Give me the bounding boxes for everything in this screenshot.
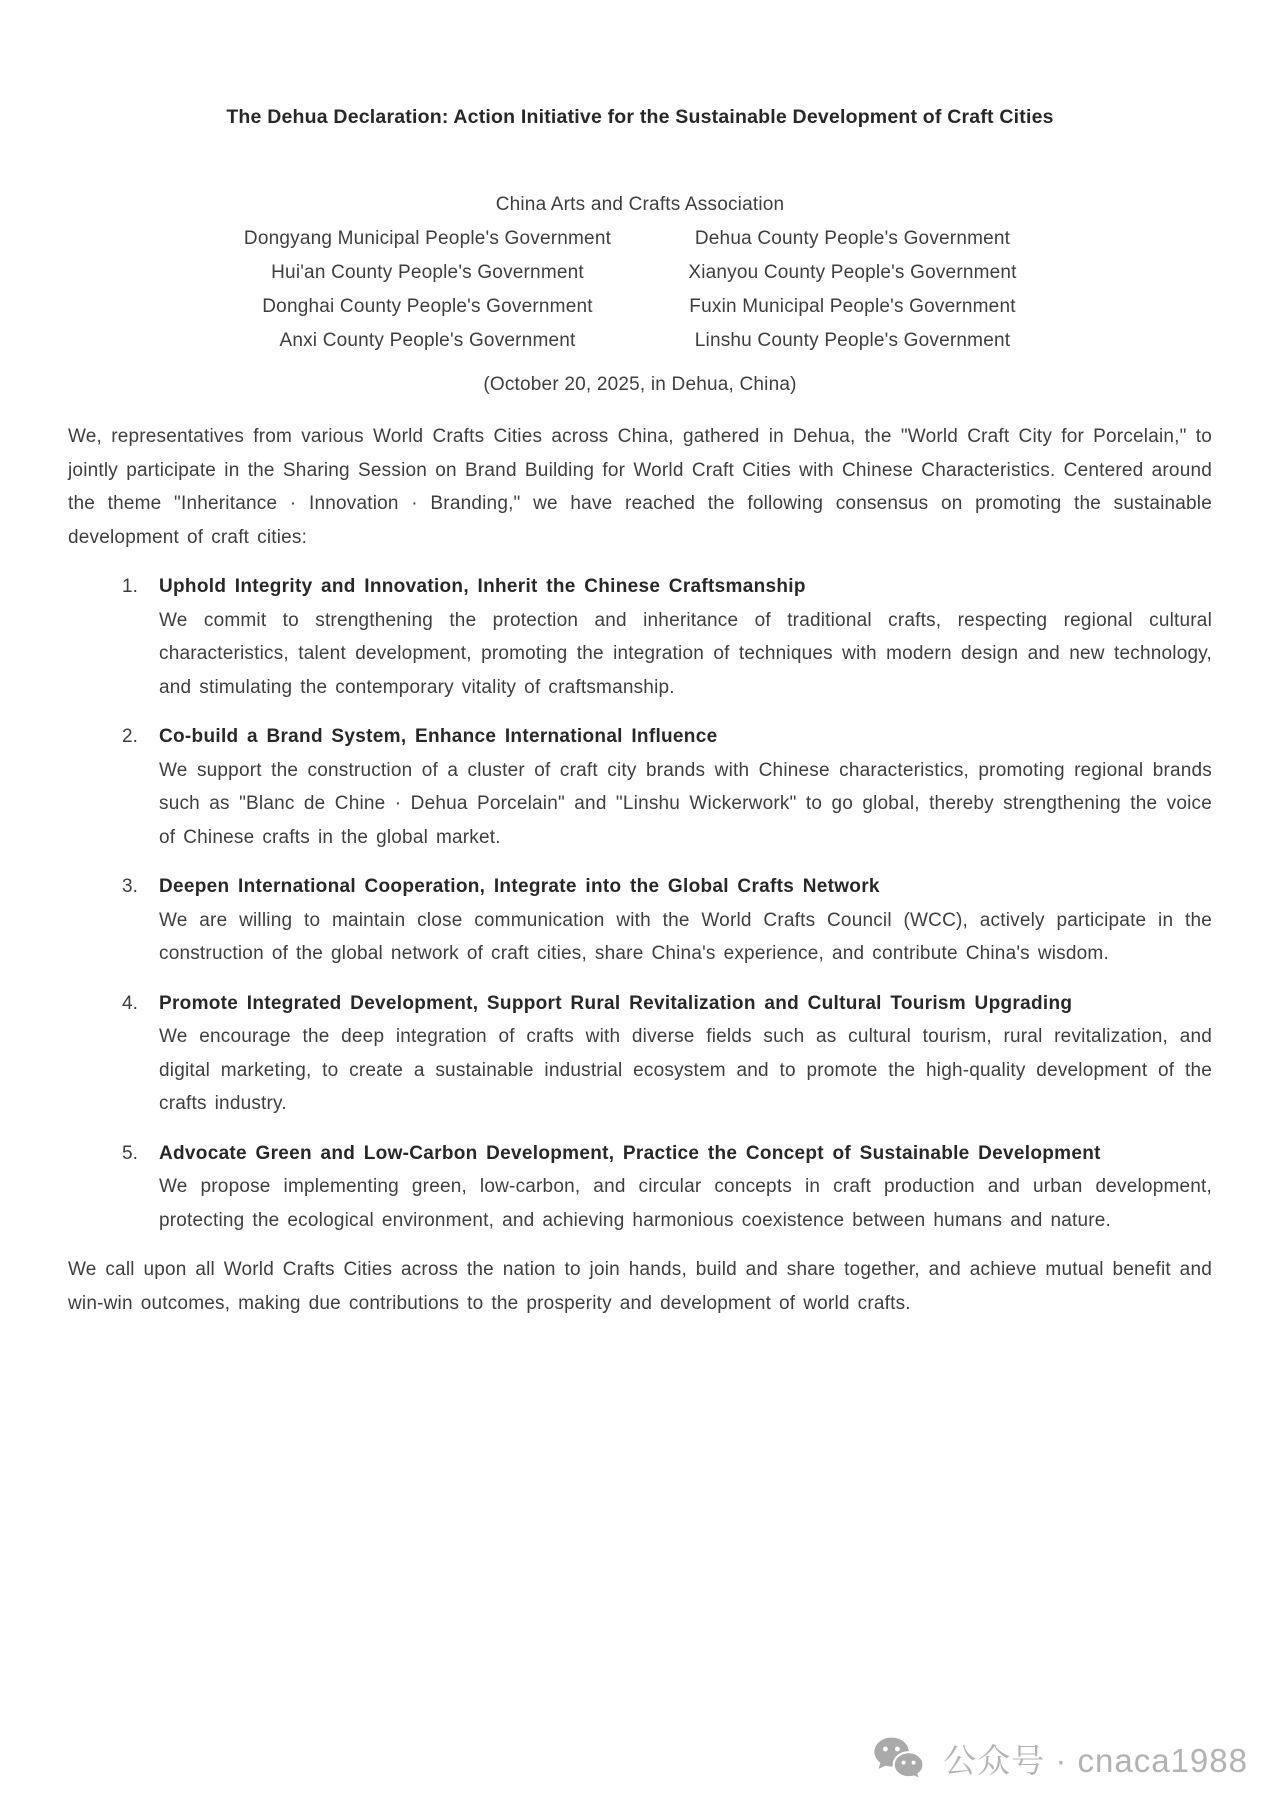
list-item-heading: Promote Integrated Development, Support Rural Revitalization and Cultural Tourism Upgrading xyxy=(159,992,1073,1014)
list-item xyxy=(68,720,1212,854)
wechat-icon xyxy=(873,1736,927,1784)
intro-paragraph: We, representatives from various World Crafts Cities across China, gathered in Dehua, the "World Craft City for Porcelain," to jointly participate in the Sharing Session on Brand Building for World Craft Cities with Chinese Characteristics. Centered around the theme "Inheritance · Innovation · Branding," we have reached the following consensus on promoting the sustainable development of craft cities: xyxy=(68,426,1212,548)
watermark xyxy=(873,1736,1248,1784)
list-item-number: 4. xyxy=(122,992,138,1014)
document-title: The Dehua Declaration: Action Initiative for the Sustainable Development of Craft Cities xyxy=(226,106,1054,128)
list-item-body: We support the construction of a cluster of craft city brands with Chinese characteristics, promoting regional brands such as "Blanc de Chine · Dehua Porcelain" and "Linshu Wickerwork" to go global, thereby strengthening the voice of Chinese crafts in the global market. xyxy=(159,759,1212,848)
dateline: (October 20, 2025, in Dehua, China) xyxy=(483,374,797,395)
list-item-content xyxy=(159,870,1212,971)
list-item-number: 2. xyxy=(122,726,138,747)
list-item-number: 1. xyxy=(122,576,138,597)
list-item-body: We encourage the deep integration of crafts with diverse fields such as cultural tourism, rural revitalization, and digital marketing, to create a sustainable industrial ecosystem and to promote the high-quality development of the crafts industry. xyxy=(159,1026,1212,1114)
closing-paragraph: We call upon all World Crafts Cities across the nation to join hands, build and share together, and achieve mutual benefit and win-win outcomes, making due contributions to the prosperity and development of world crafts. xyxy=(68,1259,1212,1314)
list-item-content xyxy=(159,1137,1212,1238)
signatory: Hui'an County People's Government xyxy=(271,262,584,283)
signatory-row xyxy=(215,222,1065,256)
list-item-body: We propose implementing green, low-carbon, and circular concepts in craft production and urban development, protecting the ecological environment, and achieving harmonious coexistence between humans and nature. xyxy=(159,1176,1212,1231)
signatory: Xianyou County People's Government xyxy=(688,262,1017,283)
list-item-heading: Advocate Green and Low-Carbon Development, Practice the Concept of Sustainable Development xyxy=(159,1142,1101,1164)
list-item-heading: Co-build a Brand System, Enhance International Influence xyxy=(159,726,718,747)
signatory: Donghai County People's Government xyxy=(262,296,593,317)
consensus-list xyxy=(68,570,1212,1237)
association-line: China Arts and Crafts Association xyxy=(495,194,785,215)
signatory: Fuxin Municipal People's Government xyxy=(689,296,1016,317)
signatory-row xyxy=(215,290,1065,324)
signatory: Dehua County People's Government xyxy=(694,228,1011,249)
list-item-heading: Uphold Integrity and Innovation, Inherit the Chinese Craftsmanship xyxy=(159,576,806,597)
list-item xyxy=(68,570,1212,704)
signatory: Dongyang Municipal People's Government xyxy=(243,228,612,249)
list-item-content xyxy=(159,987,1212,1121)
signatory-row xyxy=(215,324,1065,358)
list-item xyxy=(68,987,1212,1121)
signatory-row xyxy=(215,256,1065,290)
list-item xyxy=(68,1137,1212,1238)
watermark-label: 公众号 · cnaca1988 xyxy=(943,1741,1248,1779)
list-item-number: 3. xyxy=(122,876,138,897)
signatory-list xyxy=(215,222,1065,358)
list-item xyxy=(68,870,1212,971)
signatory: Anxi County People's Government xyxy=(279,330,576,351)
list-item-body: We are willing to maintain close communication with the World Crafts Council (WCC), actively participate in the construction of the global network of craft cities, share China's experience, and contribute China's wisdom. xyxy=(159,909,1212,964)
signatory: Linshu County People's Government xyxy=(694,330,1011,351)
list-item-body: We commit to strengthening the protection and inheritance of traditional crafts, respecting regional cultural characteristics, talent development, promoting the integration of techniques with modern design and new technology, and stimulating the contemporary vitality of craftsmanship. xyxy=(159,609,1212,698)
list-item-heading: Deepen International Cooperation, Integrate into the Global Crafts Network xyxy=(159,876,880,897)
list-item-content xyxy=(159,570,1212,704)
list-item-number: 5. xyxy=(122,1142,138,1164)
list-item-content xyxy=(159,720,1212,854)
